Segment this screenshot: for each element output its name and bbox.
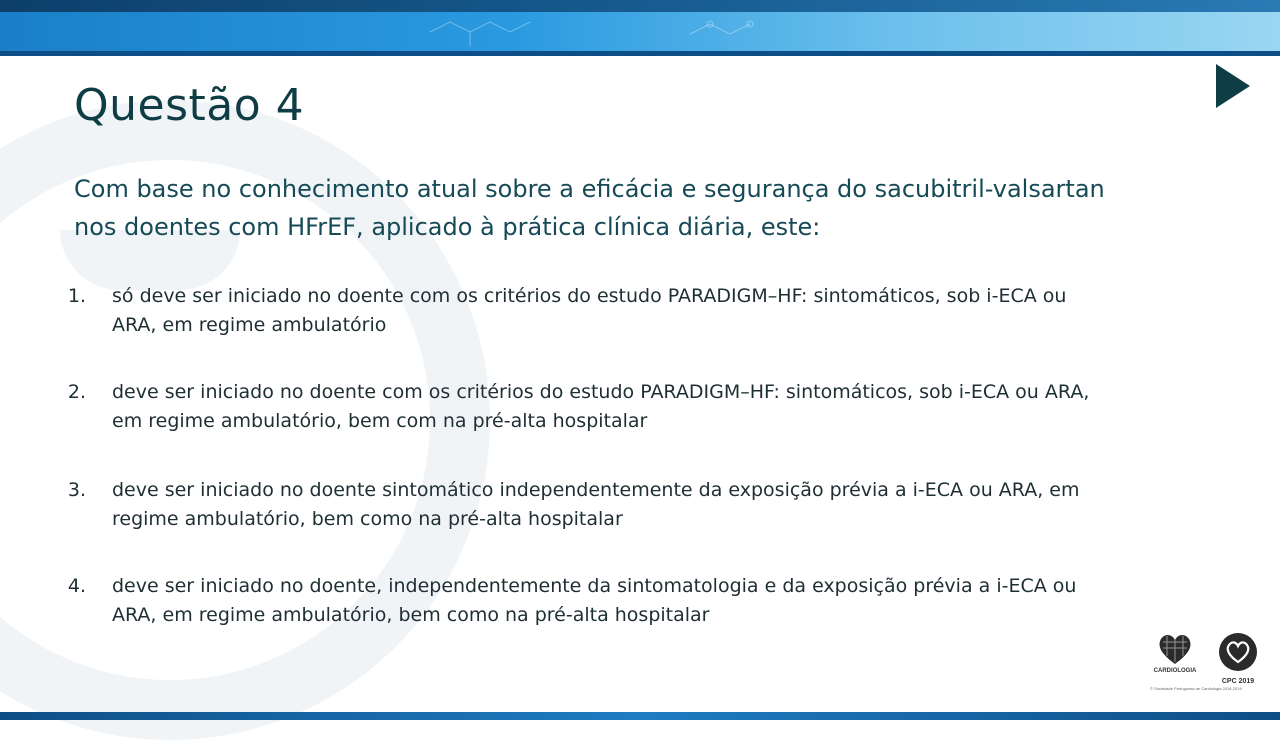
heart-logo-icon [1157,632,1193,666]
spc-copyright: © Sociedade Portuguesa de Cardiologia 2018-2019 [1150,686,1242,691]
sponsor-logos [1150,632,1270,696]
option-number: 2. [67,381,86,403]
top-banner-strip [0,0,1280,12]
top-banner [0,0,1280,56]
option-text: só deve ser iniciado no doente com os critérios do estudo PARADIGM–HF: sintomáticos, sob i-ECA ou ARA, em regime ambulatório [112,285,1067,336]
option-text: deve ser iniciado no doente com os critérios do estudo PARADIGM–HF: sintomáticos, sob i-ECA ou ARA, em regime ambulatório, bem com na pré-alta hospitalar [112,381,1090,432]
bottom-bar [0,712,1280,720]
option-number: 3. [67,479,86,501]
cpc-logo [1214,632,1262,685]
top-banner-line [0,51,1280,56]
question-text: Com base no conhecimento atual sobre a eficácia e segurança do sacubitril-valsartan nos doentes com HFrEF, aplicado à prática clínica diária, este: [74,175,1105,241]
option-number: 4. [67,575,86,597]
option-text: deve ser iniciado no doente, independentemente da sintomatologia e da exposição prévia a i-ECA ou ARA, em regime ambulatório, bem como na pré-alta hospitalar [112,575,1077,626]
option-number: 1. [67,285,86,307]
spc-logo-name: CARDIOLOGIA [1153,668,1197,674]
play-triangle-icon [1216,64,1250,112]
molecule-decoration-icon [400,12,820,52]
cpc-logo-name: CPC 2019 [1221,678,1255,685]
cpc-heart-icon [1218,632,1258,672]
spc-logo [1150,632,1200,674]
slide-title: Questão 4 [74,80,305,131]
option-text: deve ser iniciado no doente sintomático independentemente da exposição prévia a i-ECA ou ARA, em regime ambulatório, bem como na pré-alta hospitalar [112,479,1080,530]
